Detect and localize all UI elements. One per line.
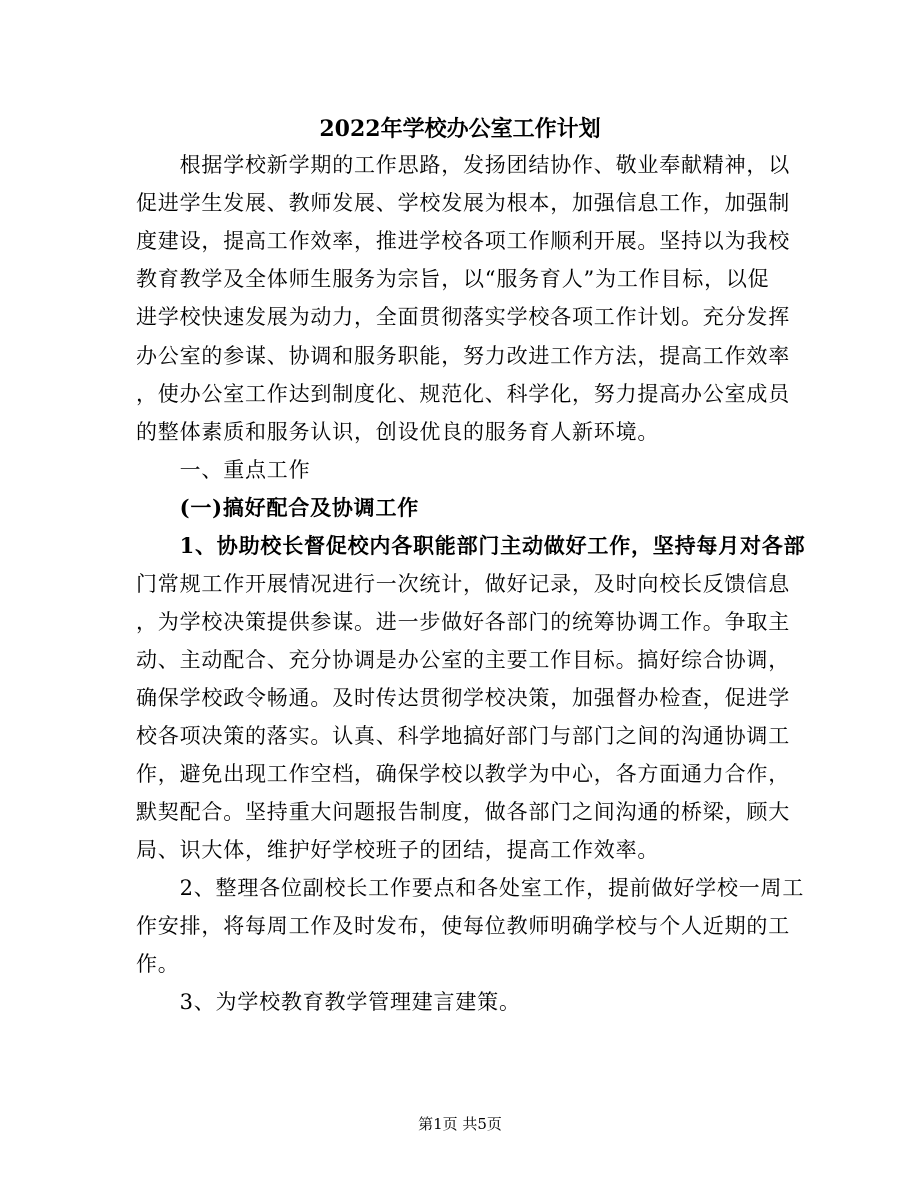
body-line: 办公室的参谋、协调和服务职能，努力改进工作方法，提高工作效率 — [136, 344, 790, 368]
body-line: 作，避免出现工作空档，确保学校以教学为中心，各方面通力合作， — [136, 762, 790, 786]
body-line: 度建设，提高工作效率，推进学校各项工作顺利开展。坚持以为我校 — [136, 229, 790, 253]
body-line: 一、重点工作 — [136, 458, 311, 482]
body-line: 局、识大体，维护好学校班子的团结，提高工作效率。 — [136, 838, 660, 862]
subsection-heading: 1、协助校长督促校内各职能部门主动做好工作，坚持每月对各部 — [136, 533, 806, 558]
section-heading: (一)搞好配合及协调工作 — [136, 495, 420, 520]
body-line: 校各项决策的落实。认真、科学地搞好部门与部门之间的沟通协调工 — [136, 724, 790, 748]
body-line: 确保学校政令畅通。及时传达贯彻学校决策，加强督办检查，促进学 — [136, 686, 790, 710]
body-line: 作。 — [136, 952, 180, 976]
body-line: 默契配合。坚持重大问题报告制度，做各部门之间沟通的桥梁，顾大 — [136, 800, 790, 824]
body-line: 教育教学及全体师生服务为宗旨，以“服务育人”为工作目标，以促 — [136, 267, 770, 291]
body-line: 根据学校新学期的工作思路，发扬团结协作、敬业奉献精神，以 — [136, 153, 790, 177]
body-line: 作安排，将每周工作及时发布，使每位教师明确学校与个人近期的工 — [136, 914, 790, 938]
body-line: ，为学校决策提供参谋。进一步做好各部门的统筹协调工作。争取主 — [136, 610, 790, 634]
body-line: ，使办公室工作达到制度化、规范化、科学化，努力提高办公室成员 — [136, 382, 790, 406]
body-line: 2、整理各位副校长工作要点和各处室工作，提前做好学校一周工 — [136, 876, 805, 900]
body-line: 的整体素质和服务认识，创设优良的服务育人新环境。 — [136, 420, 660, 444]
body-line: 动、主动配合、充分协调是办公室的主要工作目标。搞好综合协调， — [136, 648, 790, 672]
body-line: 3、为学校教育教学管理建言建策。 — [136, 990, 521, 1014]
body-line: 门常规工作开展情况进行一次统计，做好记录，及时向校长反馈信息 — [136, 572, 790, 596]
body-line: 进学校快速发展为动力，全面贯彻落实学校各项工作计划。充分发挥 — [136, 305, 790, 329]
document-title: 2022年学校办公室工作计划 — [319, 116, 601, 142]
page-footer: 第1页 共5页 — [418, 1115, 502, 1133]
body-line: 促进学生发展、教师发展、学校发展为根本，加强信息工作，加强制 — [136, 191, 790, 215]
